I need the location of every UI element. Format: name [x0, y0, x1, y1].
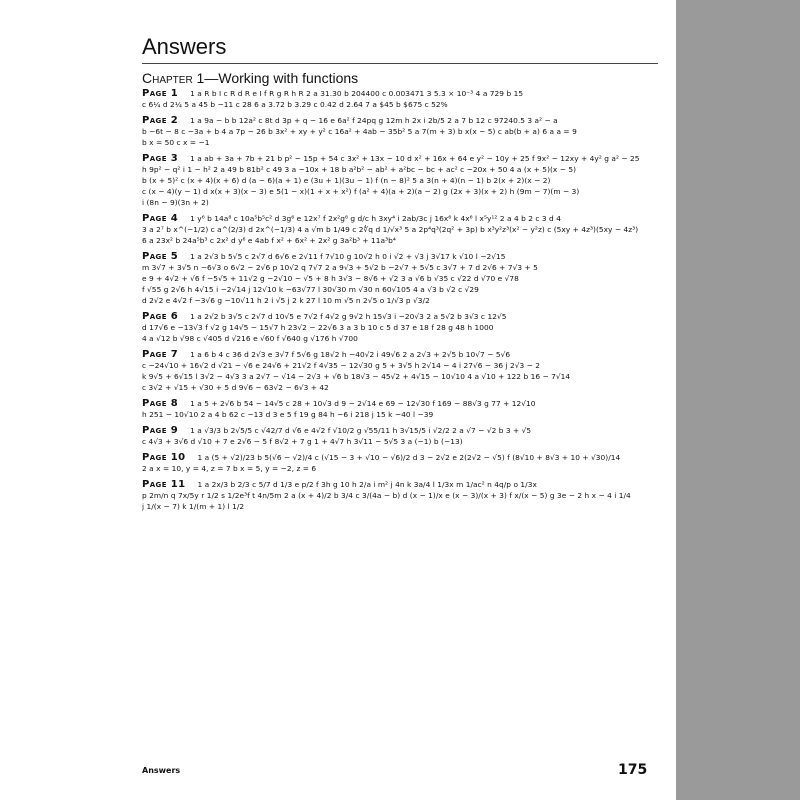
answer-line: [142, 235, 658, 246]
answer-text: h 9p² − q² i 1 − h² 2 a 49 b 81b² c 49 3 a −10x + 18 b a²b² − ab² + a²bc − bc + ac² c −20x + 50 4 a (x + 5)(x − 5): [142, 165, 577, 174]
answer-text: c −24√10 + 16√2 d √21 − √6 e 24√6 + 21√2 f 4√35 − 12√30 g 5 + 3√5 h 2√14 − 4 i 27√6 − 36 j 2√3 − 2: [142, 361, 541, 370]
answer-line: [142, 371, 658, 382]
answer-entry: [142, 398, 658, 420]
answer-line: [142, 262, 658, 273]
page-label: Page 8: [142, 398, 179, 409]
answer-line: [142, 197, 658, 208]
answer-entry: [142, 251, 658, 306]
answer-entry: [142, 153, 658, 208]
answer-entry: [142, 425, 658, 447]
answer-text: 1 a 2√3 b 5√5 c 2√7 d 6√6 e 2√11 f 7√10 g 10√2 h 0 i √2 + √3 j 3√17 k √10 l −2√15: [190, 252, 506, 261]
answer-text: 4 a √12 b √98 c √405 d √216 e √60 f √640 g √176 h √700: [142, 334, 358, 343]
answer-text: c 4√3 + 3√6 d √10 + 7 e 2√6 − 5 f 8√2 + 7 g 1 + 4√7 h 3√11 − 5√5 3 a (−1) b (−13): [142, 437, 463, 446]
page-label: Page 7: [142, 349, 179, 360]
answer-line: [142, 88, 658, 99]
page-label: Page 11: [142, 479, 186, 490]
answer-text: 1 a ab + 3a + 7b + 21 b p² − 15p + 54 c 3x² + 13x − 10 d x² + 16x + 64 e y² − 10y + 25 f 9x² − 12xy + 4y² g a² − 25: [190, 154, 640, 163]
answer-text: 1 a 2√2 b 3√5 c 2√7 d 10√5 e 7√2 f 4√2 g 9√2 h 15√3 i −20√3 2 a 5√2 b 3√3 c 12√5: [190, 312, 507, 321]
page-label: Page 10: [142, 452, 186, 463]
answer-line: [142, 295, 658, 306]
page-label: Page 9: [142, 425, 179, 436]
answer-text: b (x + 5)² c (x + 4)(x + 6) d (a − 6)(a + 1) e (3u + 1)(3u − 1) f (n − 8)² 5 a 3(n + 4)(n − 1) b 2(x + 2)(x − 2): [142, 176, 551, 185]
answer-line: [142, 349, 658, 360]
answer-line: [142, 501, 658, 512]
answer-line: [142, 452, 658, 463]
footer-label: Answers: [142, 766, 181, 775]
answer-line: [142, 137, 658, 148]
answer-line: [142, 273, 658, 284]
answer-text: b −6t − 8 c −3a + b 4 a 7p − 26 b 3x² + xy + y² c 16a² + 4ab − 35b² 5 a 7(m + 3) b x(x − 5) c ab(b + a) 6 a a = 9: [142, 127, 577, 136]
answer-line: [142, 175, 658, 186]
answer-line: [142, 382, 658, 393]
answer-line: [142, 213, 658, 224]
answers-page: [142, 34, 658, 786]
page-label: Page 2: [142, 115, 179, 126]
answer-text: d 17√6 e −13√3 f √2 g 14√5 − 15√7 h 23√2 − 22√6 3 a 3 b 10 c 5 d 37 e 18 f 28 g 48 h 1000: [142, 323, 494, 332]
page-number: 175: [618, 762, 648, 778]
chapter-prefix: Chapter 1: [142, 70, 205, 86]
answer-line: [142, 224, 658, 235]
answer-text: b x = 50 c x = −1: [142, 138, 210, 147]
answer-line: [142, 425, 658, 436]
page-label: Page 4: [142, 213, 179, 224]
answer-text: i (8n − 9)(3n + 2): [142, 198, 209, 207]
answer-line: [142, 409, 658, 420]
chapter-heading: [142, 70, 358, 86]
page-label: Page 1: [142, 88, 179, 99]
answer-line: [142, 99, 658, 110]
answer-line: [142, 251, 658, 262]
page-title: Answers: [142, 34, 227, 59]
answer-text: m 3√7 + 3√5 n −6√3 o 6√2 − 2√6 p 10√2 q 7√7 2 a 9√3 + 5√2 b −2√7 + 5√5 c 3√7 + 7 d 2√6 + 7√3 + 5: [142, 263, 538, 272]
title-rule: [142, 63, 658, 64]
answer-text: c 6¼ d 2¼ 5 a 45 b −11 c 28 6 a 3.72 b 3.29 c 0.42 d 2.64 7 a $45 b $675 c 52%: [142, 100, 448, 109]
answer-text: 1 a 5 + 2√6 b 54 − 14√5 c 28 + 10√3 d 9 − 2√14 e 69 − 12√30 f 169 − 88√3 g 77 + 12√10: [190, 399, 536, 408]
answer-text: 6 a 23x² b 24a⁵b³ c 2x² d y⁶ e 4ab f x² + 6x² + 2x² g 3a²b³ + 11a³b⁴: [142, 236, 396, 245]
answer-text: c 3√2 + √15 + √30 + 5 d 9√6 − 63√2 − 6√3 + 42: [142, 383, 329, 392]
answer-text: d 2√2 e 4√2 f −3√6 g −10√11 h 2 i √5 j 2 k 27 l 10 m √5 n 2√5 o 1/√3 p √3/2: [142, 296, 430, 305]
answer-text: e 9 + 4√2 + √6 f −5√5 + 11√2 g −2√10 − √5 + 8 h 3√3 − 8√6 + √2 3 a √6 b √35 c √22 d √70 e √78: [142, 274, 519, 283]
answer-line: [142, 153, 658, 164]
chapter-separator: —: [204, 70, 219, 86]
answer-line: [142, 322, 658, 333]
answer-text: 2 a x = 10, y = 4, z = 7 b x = 5, y = −2, z = 6: [142, 464, 317, 473]
answer-entry: [142, 479, 658, 512]
answer-entry: [142, 311, 658, 344]
answer-text: 1 a 9a − b b 12a² c 8t d 3p + q − 16 e 6a² f 24pq g 12m h 2x i 2b/5 2 a 7 b 12 c 97240.5 3 a² − a: [190, 116, 558, 125]
answer-text: j 1/(x − 7) k 1/(m + 1) l 1/2: [142, 502, 245, 511]
answer-text: h 251 − 10√10 2 a 4 b 62 c −13 d 3 e 5 f 19 g 84 h −6 i 218 j 15 k −40 l −39: [142, 410, 434, 419]
answer-line: [142, 360, 658, 371]
answer-line: [142, 479, 658, 490]
answer-entry: [142, 349, 658, 393]
answer-entry: [142, 452, 658, 474]
answer-entry: [142, 115, 658, 148]
answer-text: 1 a R b I c R d R e I f R g R h R 2 a 31.30 b 204400 c 0.003471 3 5.3 × 10⁻³ 4 a 729 b 15: [190, 89, 524, 98]
answer-line: [142, 333, 658, 344]
answer-text: p 2m/n q 7x/5y r 1/2 s 1/2e³f t 4n/5m 2 a (x + 4)/2 b 3/4 c 3/(4a − b) d (x − 1)/x e (x − 3)/(x + 3) f x/(x − 5) g 3e − 2 h x − 4 i 1/4: [142, 491, 631, 500]
answer-text: f √55 g 2√6 h 4√15 i −2√14 j 12√10 k −63√77 l 30√30 m √30 n 60√105 4 a √3 b √2 c √29: [142, 285, 479, 294]
answer-text: 1 a (5 + √2)/23 b 5(√6 − √2)/4 c (√15 − 3 + √10 − √6)/2 d 3 − 2√2 e 2(2√2 − √5) f (8√10 + 8√3 + 10 + √30)/14: [197, 453, 621, 462]
answer-line: [142, 284, 658, 295]
answer-line: [142, 490, 658, 501]
page-edge-strip: [676, 0, 800, 800]
answer-entry: [142, 213, 658, 246]
answer-line: [142, 311, 658, 322]
answer-text: 1 a 2x/3 b 2/3 c 5/7 d 1/3 e p/2 f 3h g 10 h 2/a i m² j 4n k 3a/4 l 1/3x m 1/ac² n 4q/p o 1/3x: [197, 480, 537, 489]
answer-line: [142, 398, 658, 409]
chapter-name: Working with functions: [218, 70, 359, 86]
answer-line: [142, 126, 658, 137]
answer-entries: [142, 88, 658, 517]
answer-line: [142, 436, 658, 447]
answer-line: [142, 115, 658, 126]
page-label: Page 6: [142, 311, 179, 322]
page-label: Page 5: [142, 251, 179, 262]
answer-text: 1 a √3/3 b 2√5/5 c √42/7 d √6 e 4√2 f √10/2 g √55/11 h 3√15/5 i √2/2 2 a √7 − √2 b 3 + √5: [190, 426, 532, 435]
answer-text: c (x − 4)(y − 1) d x(x + 3)(x − 3) e 5(1 − x)(1 + x + x²) f (a² + 4)(a + 2)(a − 2) g (2x + 3)(x + 2) h (9m − 7)(m − 3): [142, 187, 580, 196]
answer-line: [142, 186, 658, 197]
answer-text: 1 y⁶ b 14a⁸ c 10a⁵b⁵c² d 3g⁶ e 12x⁷ f 2x²g⁶ g d/c h 3xy⁴ i 2ab/3c j 16x⁶ k 4x⁶ l x⁵y¹² 2 a 4 b 2 c 3 d 4: [190, 214, 561, 223]
answer-line: [142, 463, 658, 474]
answer-entry: [142, 88, 658, 110]
answer-text: k 9√5 + 6√15 l 3√2 − 4√3 3 a 2√7 − √14 − 2√3 + √6 b 18√3 − 45√2 + 4√15 − 10√10 4 a √10 + 122 b 16 − 7√14: [142, 372, 571, 381]
answer-text: 1 a 6 b 4 c 36 d 2√3 e 3√7 f 5√6 g 18√2 h −40√2 i 49√6 2 a 2√3 + 2√5 b 10√7 − 5√6: [190, 350, 511, 359]
answer-text: 3 a 2⁷ b x^(−1/2) c a^(2/3) d 2x^(−1/3) 4 a √m b 1/49 c 2∜q d 1/√x³ 5 a 2p⁴q³(2q² + 3p) b x³y²z³(x² − y²z) c (5xy + 4z³)(5xy − 4z³): [142, 225, 639, 234]
answer-line: [142, 164, 658, 175]
page-label: Page 3: [142, 153, 179, 164]
